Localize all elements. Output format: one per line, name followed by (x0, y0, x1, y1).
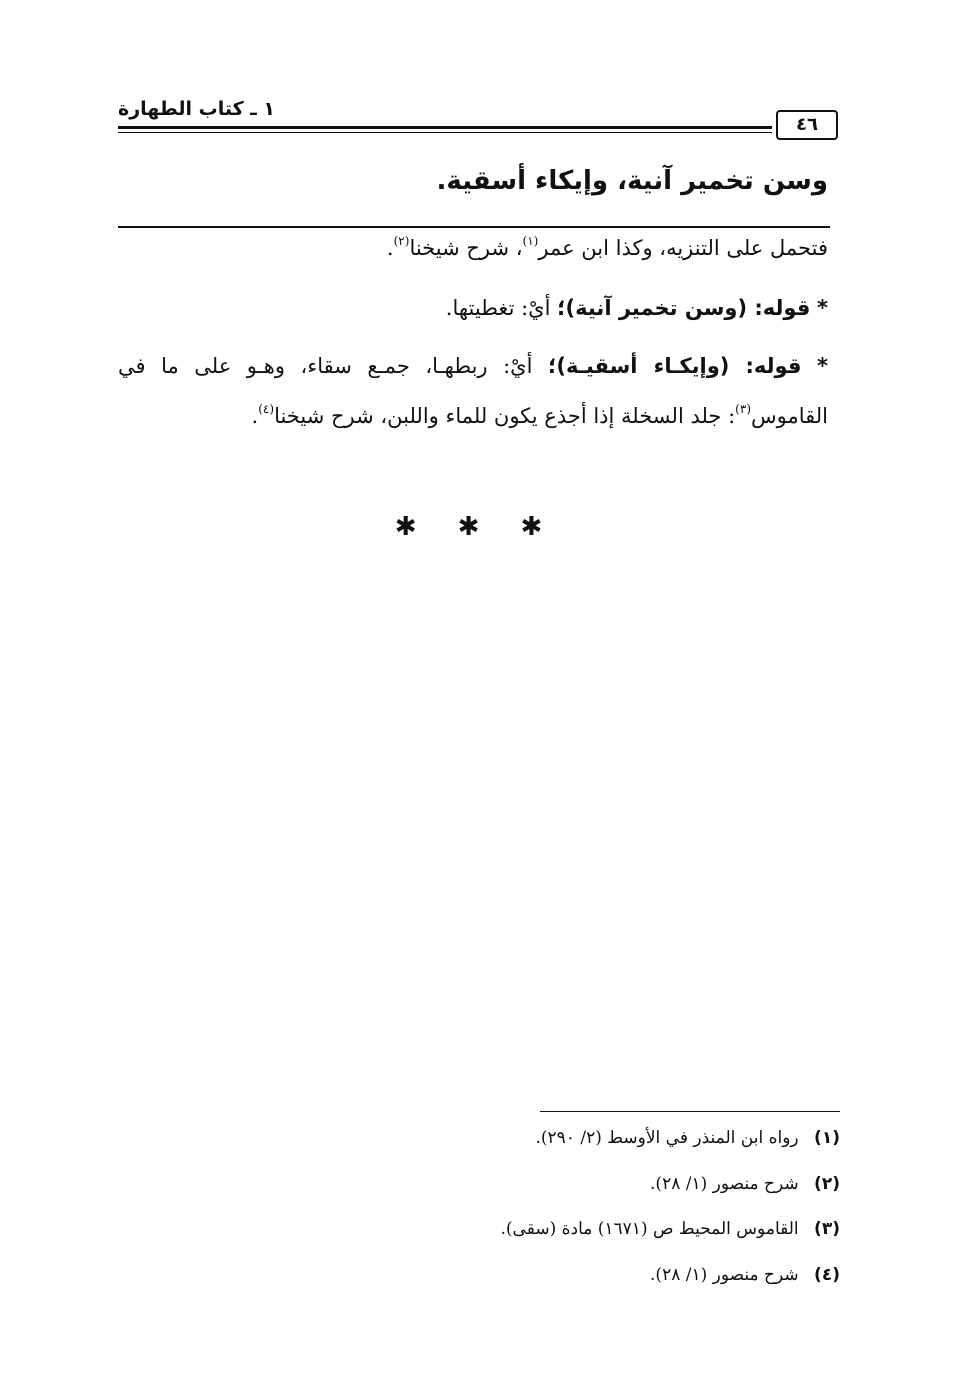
footnote-number: (٢) (814, 1173, 840, 1194)
quote-keyword: قوله: (وسن تخمير آنية)؛ (557, 296, 811, 320)
footnote-item (501, 1128, 840, 1174)
footnote-divider (540, 1111, 840, 1112)
body-text: فتحمل على التنزيه، وكذا ابن عمر (538, 236, 828, 260)
footnote-item (501, 1174, 840, 1220)
asterisk-marker: * (817, 354, 829, 378)
footnote-ref: (٣) (735, 402, 751, 416)
body-text: . (386, 236, 394, 260)
header-rule-thin (118, 132, 772, 133)
body-text: : جلد السخلة إذا أجذع يكون للماء واللبن، شرح شيخنا (274, 404, 736, 428)
footnote-item (501, 1265, 840, 1311)
body-paragraph-3 (118, 354, 828, 378)
quote-keyword: قوله: (وإيكـاء أسقيـة)؛ (548, 354, 802, 378)
footnote-text: شرح منصور (١/ ٢٨). (650, 1173, 799, 1194)
matn-heading: وسن تخمير آنية، وإيكاء أسقية. (436, 166, 828, 196)
body-line-4 (252, 404, 828, 428)
running-header (118, 98, 838, 144)
footnote-ref: (٤) (258, 402, 275, 416)
section-separator: ✱ ✱ ✱ (394, 512, 559, 542)
body-text: القاموس (751, 404, 828, 428)
footnotes (501, 1128, 840, 1310)
body-text: . (251, 404, 259, 428)
footnote-number: (٣) (814, 1219, 840, 1239)
footnote-text: القاموس المحيط ص (١٦٧١) مادة (سقى). (500, 1219, 799, 1239)
matn-divider (118, 226, 830, 228)
footnote-ref: (٢) (393, 234, 410, 248)
footnote-ref: (١) (522, 234, 539, 248)
footnote-text: شرح منصور (١/ ٢٨). (650, 1264, 799, 1285)
body-text: أيْ: تغطيتها. (445, 296, 551, 320)
body-line-1 (387, 236, 828, 260)
footnote-number: (١) (814, 1128, 840, 1148)
footnote-item (501, 1219, 840, 1265)
footnote-text: رواه ابن المنذر في الأوسط (٢/ ٢٩٠). (535, 1128, 799, 1148)
asterisk-marker: * (817, 296, 828, 320)
chapter-title: ١ ـ كتاب الطهارة (118, 98, 275, 120)
page-number: ٤٦ (776, 110, 838, 140)
body-paragraph-2 (446, 296, 828, 320)
footnote-number: (٤) (814, 1264, 840, 1285)
body-text: أيْ: ربطهـا، جمـع سقاء، وهـو على ما في (118, 354, 533, 378)
header-rule (118, 126, 772, 129)
body-text: ، شرح شيخنا (409, 236, 523, 260)
